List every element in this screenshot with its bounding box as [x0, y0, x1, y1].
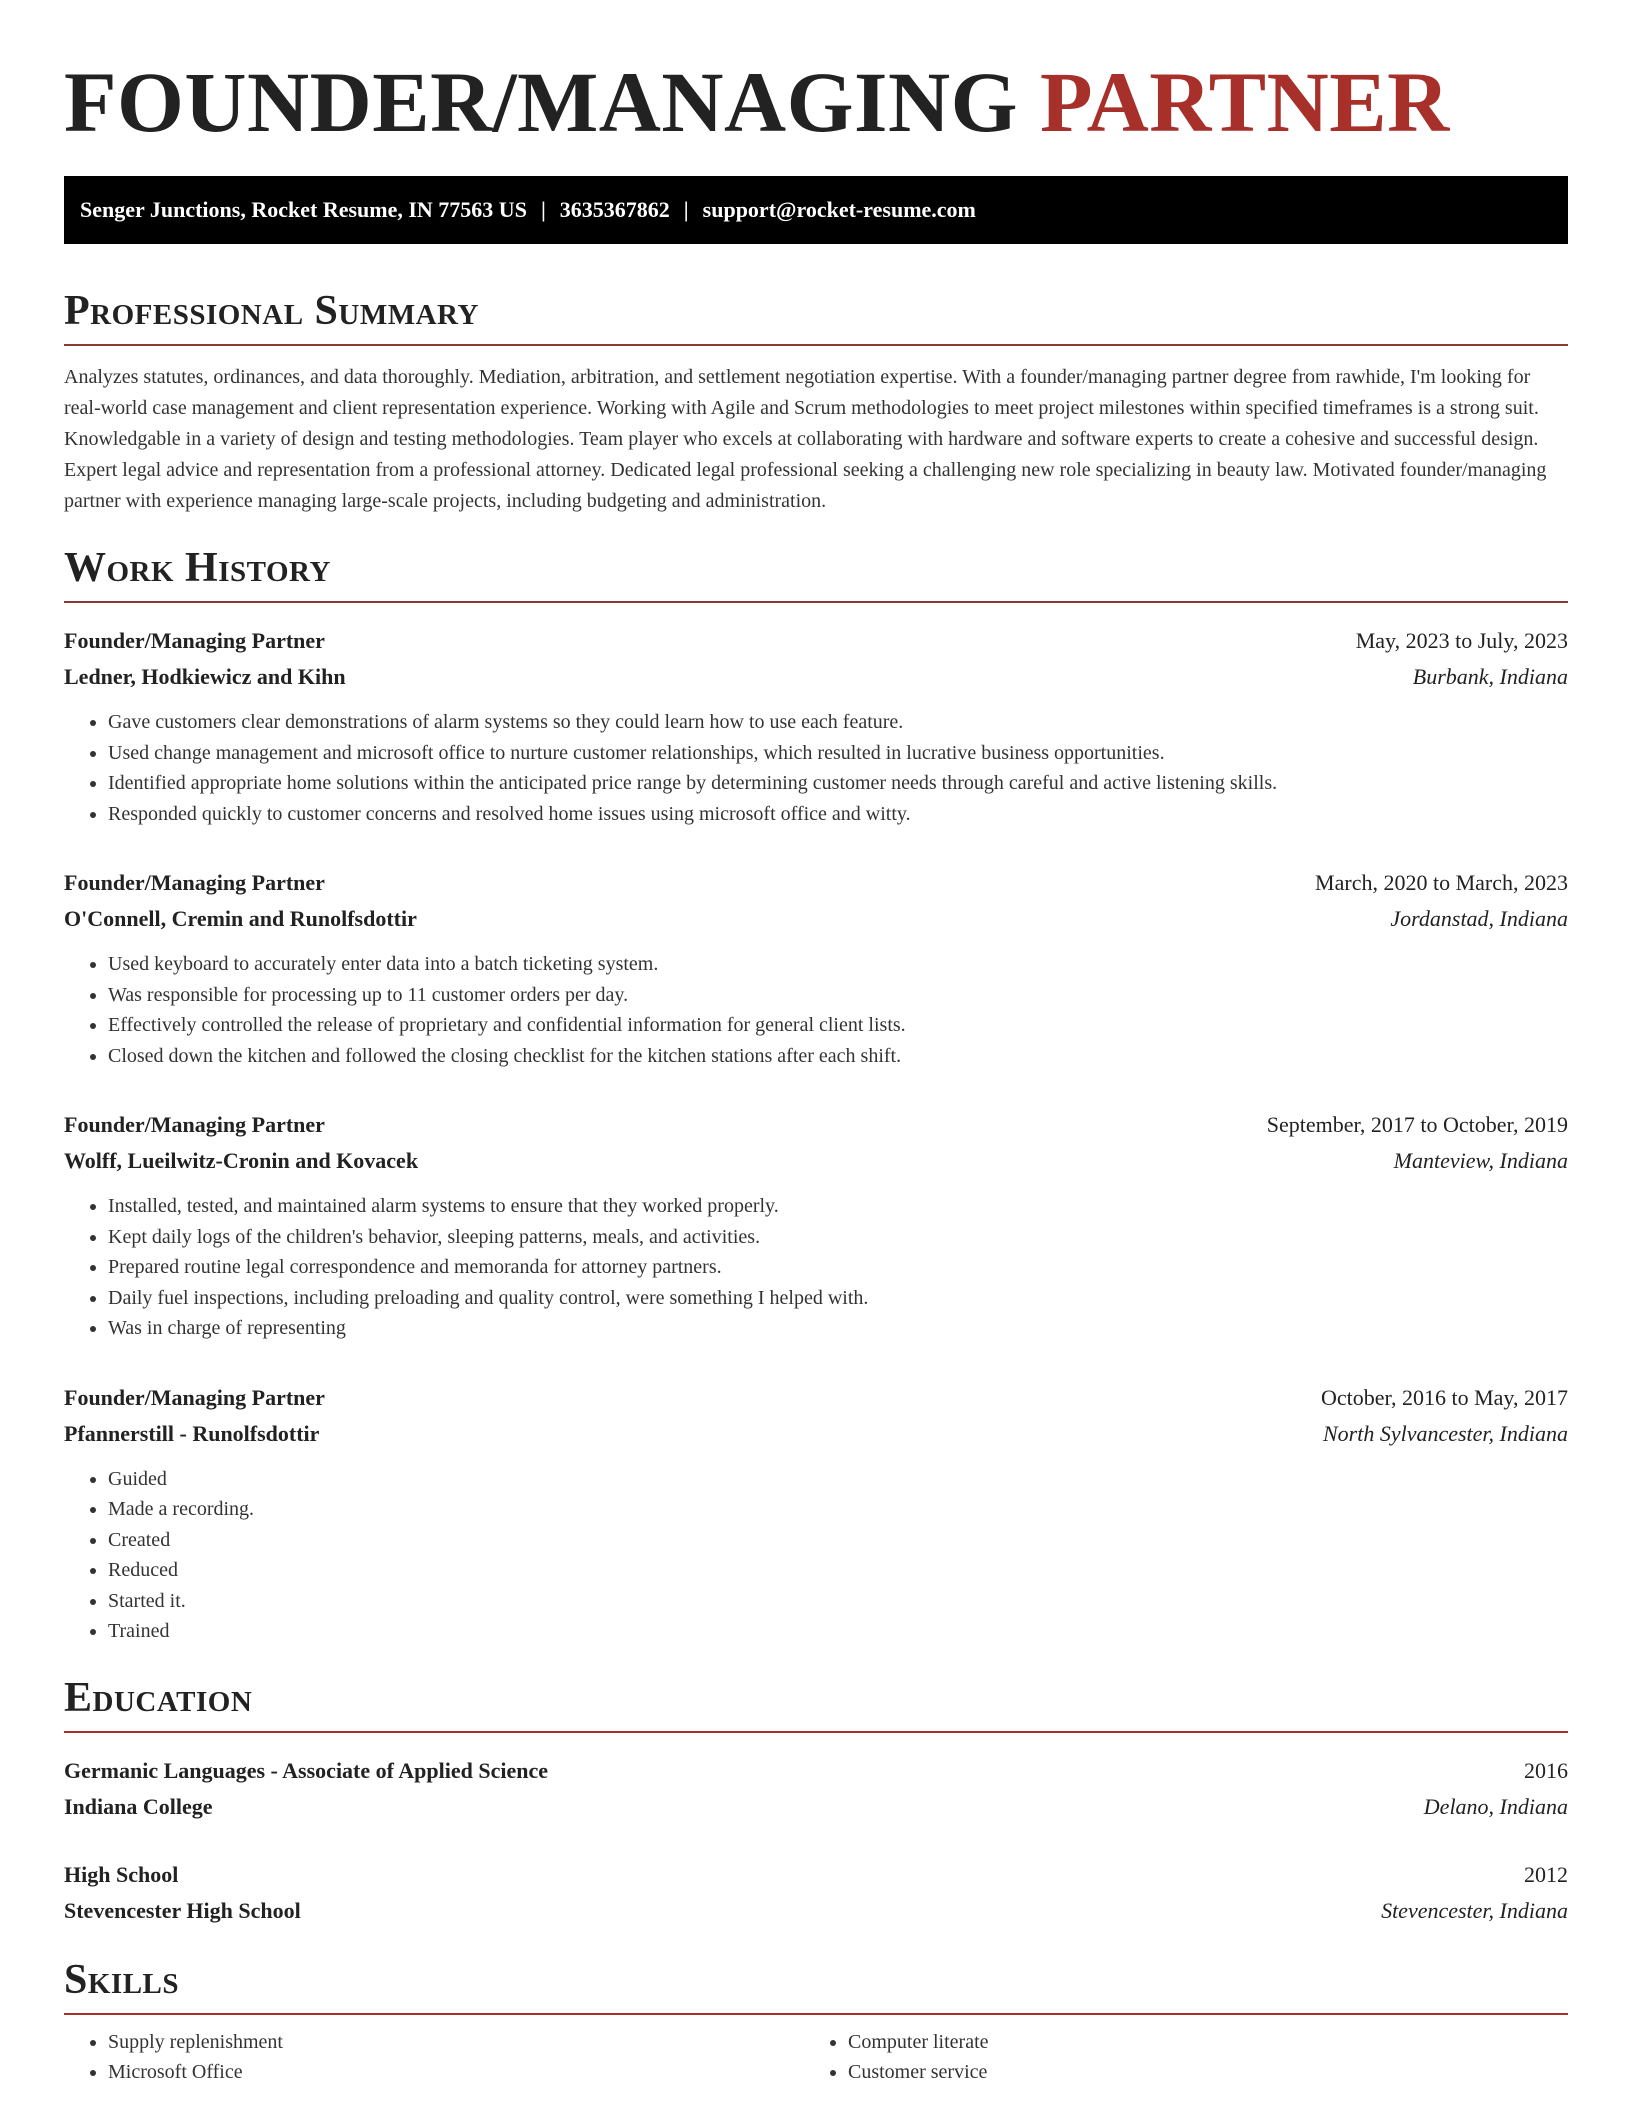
education-location: Stevencester, Indiana [1381, 1897, 1568, 1923]
education-degree: High School [64, 1861, 179, 1887]
job-company-row [64, 659, 1568, 695]
job-bullet: • Kept daily logs of the children's behavior, sleeping patterns, meals, and activities. [108, 1222, 1568, 1253]
section-divider [64, 601, 1568, 603]
job-bullet: • Identified appropriate home solutions within the anticipated price range by determining customer needs through careful and active listening skills. [108, 768, 1568, 799]
summary-heading: Professional Summary [64, 288, 479, 334]
job-header-row [64, 623, 1568, 659]
job-bullet: • Reduced [108, 1555, 1568, 1586]
job-bullet: • Prepared routine legal correspondence and memoranda for attorney partners. [108, 1252, 1568, 1283]
job-bullets [64, 1464, 1568, 1647]
job-bullet: • Made a recording. [108, 1494, 1568, 1525]
job-location: Burbank, Indiana [1412, 664, 1568, 689]
education-section [64, 1675, 1568, 1929]
summary-section [64, 288, 1568, 517]
job-bullet: • Installed, tested, and maintained alarm systems to ensure that they worked properly. [108, 1191, 1568, 1222]
job-company: O'Connell, Cremin and Runolfsdottir [64, 906, 417, 931]
job-dates: May, 2023 to July, 2023 [1355, 628, 1568, 653]
job-header-row [64, 865, 1568, 901]
job-bullet: • Used keyboard to accurately enter data into a batch ticketing system. [108, 949, 1568, 980]
contact-bar [64, 176, 1568, 244]
education-degree-row [64, 1753, 1568, 1789]
resume-title [64, 0, 1568, 152]
job-company: Ledner, Hodkiewicz and Kihn [64, 664, 346, 689]
skill-item: • Computer literate [848, 2027, 1544, 2058]
section-divider [64, 344, 1568, 346]
work-history-heading: Work History [64, 545, 331, 591]
skill-item: • Supply replenishment [108, 2027, 804, 2058]
job-bullet: • Trained [108, 1616, 1568, 1647]
education-entry [64, 1857, 1568, 1929]
job-company-row [64, 1143, 1568, 1179]
education-degree-row [64, 1857, 1568, 1893]
job-entry [64, 1107, 1568, 1344]
job-title: Founder/Managing Partner [64, 870, 325, 895]
job-bullet: • Created [108, 1525, 1568, 1556]
job-entry [64, 1380, 1568, 1647]
skill-item: • Microsoft Office [108, 2057, 804, 2088]
skill-item: • Customer service [848, 2057, 1544, 2088]
education-location: Delano, Indiana [1423, 1793, 1568, 1819]
education-school-row [64, 1789, 1568, 1825]
resume-page [64, 0, 1568, 2088]
job-company-row [64, 1416, 1568, 1452]
job-dates: October, 2016 to May, 2017 [1321, 1384, 1568, 1410]
education-school: Indiana College [64, 1793, 213, 1819]
job-entry [64, 623, 1568, 829]
skills-right-column [804, 2027, 1544, 2088]
education-year: 2016 [1524, 1757, 1568, 1783]
job-title: Founder/Managing Partner [64, 1384, 325, 1410]
job-bullet: • Daily fuel inspections, including preloading and quality control, were something I helped with. [108, 1283, 1568, 1314]
job-bullet: • Was in charge of representing [108, 1313, 1568, 1344]
job-location: North Sylvancester, Indiana [1322, 1420, 1568, 1446]
job-bullet: • Started it. [108, 1586, 1568, 1617]
job-header-row [64, 1107, 1568, 1143]
education-school: Stevencester High School [64, 1897, 301, 1923]
job-bullets [64, 949, 1568, 1071]
contact-phone: 3635367862 [559, 197, 670, 222]
job-company: Wolff, Lueilwitz-Cronin and Kovacek [64, 1148, 419, 1173]
job-bullet: • Effectively controlled the release of proprietary and confidential information for general client lists. [108, 1010, 1568, 1041]
skills-columns [64, 2027, 1568, 2088]
skills-heading: Skills [64, 1956, 180, 2003]
education-year: 2012 [1524, 1861, 1568, 1887]
section-divider [64, 2013, 1568, 2015]
title-accent: PARTNER [1039, 54, 1450, 150]
job-company: Pfannerstill - Runolfsdottir [64, 1420, 320, 1446]
education-school-row [64, 1893, 1568, 1929]
job-title: Founder/Managing Partner [64, 1112, 325, 1137]
work-history-section [64, 545, 1568, 1647]
job-bullet: • Used change management and microsoft office to nurture customer relationships, which resulted in lucrative business opportunities. [108, 738, 1568, 769]
contact-separator: | [683, 197, 689, 222]
job-bullet: • Guided [108, 1464, 1568, 1495]
job-location: Manteview, Indiana [1393, 1148, 1568, 1173]
job-entry [64, 865, 1568, 1071]
education-heading: Education [64, 1674, 253, 1721]
job-bullets [64, 1191, 1568, 1344]
job-header-row [64, 1380, 1568, 1416]
job-title: Founder/Managing Partner [64, 628, 325, 653]
contact-separator: | [540, 197, 546, 222]
job-location: Jordanstad, Indiana [1390, 906, 1568, 931]
job-dates: March, 2020 to March, 2023 [1315, 870, 1568, 895]
job-bullet: • Responded quickly to customer concerns and resolved home issues using microsoft office and witty. [108, 799, 1568, 830]
job-dates: September, 2017 to October, 2019 [1266, 1112, 1568, 1137]
job-bullets [64, 707, 1568, 829]
skills-left-column [64, 2027, 804, 2088]
skills-section [64, 1957, 1568, 2088]
education-degree: Germanic Languages - Associate of Applied Science [64, 1757, 548, 1783]
job-company-row [64, 901, 1568, 937]
education-entry [64, 1753, 1568, 1825]
section-divider [64, 1731, 1568, 1733]
job-bullet: • Gave customers clear demonstrations of alarm systems so they could learn how to use each feature. [108, 707, 1568, 738]
job-bullet: • Closed down the kitchen and followed the closing checklist for the kitchen stations after each shift. [108, 1041, 1568, 1072]
title-main: FOUNDER/MANAGING [64, 54, 1018, 150]
summary-text: Analyzes statutes, ordinances, and data thoroughly. Mediation, arbitration, and settlement negotiation expertise. With a founder/managing partner degree from rawhide, I'm looking for real-world case management and client representation experience. Working with Agile and Scrum methodologies to meet project milestones within specified timeframes is a strong suit. Knowledgable in a variety of design and testing methodologies. Team player who excels at collaborating with hardware and software experts to create a cohesive and successful design. Expert legal advice and representation from a professional attorney. Dedicated legal professional seeking a challenging new role specializing in beauty law. Motivated founder/managing partner with experience managing large-scale projects, including budgeting and administration. [64, 366, 1547, 512]
contact-address: Senger Junctions, Rocket Resume, IN 77563 US [80, 197, 527, 222]
job-bullet: • Was responsible for processing up to 11 customer orders per day. [108, 980, 1568, 1011]
contact-email: support@rocket-resume.com [702, 197, 976, 222]
